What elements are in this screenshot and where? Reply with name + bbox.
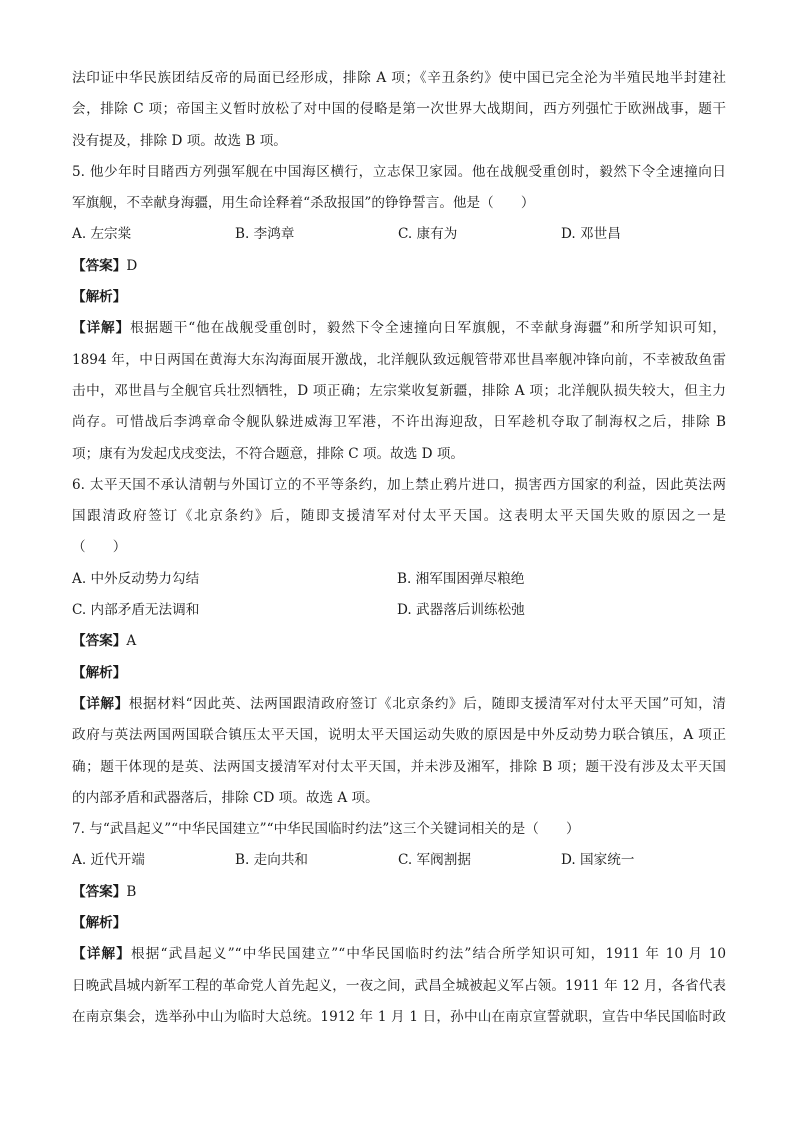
q5-answer <box>72 251 726 282</box>
intro-line-2: 会，排除 C 项；帝国主义暂时放松了对中国的侵略是第一次世界大战期间，西方列强忙于欧洲战事，题干 <box>72 101 726 118</box>
q5-option-a: A. 左宗棠 <box>72 226 132 243</box>
q5-option-b: B. 李鸿章 <box>235 226 295 243</box>
q7-answer-value: B <box>126 883 137 900</box>
q7-option-c: C. 军阀割据 <box>398 852 471 869</box>
q5-answer-tag: 【答案】 <box>72 257 127 274</box>
q6-detail-line-2: 政府与英法两国两国联合镇压太平天国，说明太平天国运动失败的原因是中外反动势力联合镇压，A 项正 <box>72 727 726 744</box>
q6-answer-tag: 【答案】 <box>72 633 127 650</box>
q7-options <box>72 845 726 876</box>
q6-options-row-2 <box>72 595 726 626</box>
q6-detail-line-3: 确；题干体现的是英、法两国支援清军对付太平天国，并未涉及湘军，排除 B 项；题干没有涉及太平天国 <box>72 758 726 775</box>
q6-option-b: B. 湘军围困弹尽粮绝 <box>397 570 525 587</box>
q7-detail-line-2: 日晚武昌城内新军工程的革命党人首先起义，一夜之间，武昌全城被起义军占领。1911 年 12 月，各省代表 <box>72 977 726 994</box>
q6-detail-line-1 <box>72 689 726 720</box>
q6-detail-tag: 【详解】 <box>72 695 129 712</box>
q6-detail-line-4: 的内部矛盾和武器落后，排除 CD 项。故选 A 项。 <box>72 789 379 806</box>
q7-option-a: A. 近代开端 <box>72 852 145 869</box>
q5-detail-text-1: 根据题干“他在战舰受重创时，毅然下令全速撞向日军旗舰，不幸献身海疆”和所学知识可知， <box>130 320 726 337</box>
q5-option-c: C. 康有为 <box>398 226 458 243</box>
q7-analysis-tag: 【解析】 <box>72 915 127 932</box>
q5-analysis-heading <box>72 282 726 313</box>
q5-analysis-tag: 【解析】 <box>72 289 127 306</box>
q6-answer-value: A <box>126 633 137 650</box>
q6-options-row-1 <box>72 564 726 595</box>
q6-option-c: C. 内部矛盾无法调和 <box>72 602 200 619</box>
q5-detail-line-2: 1894 年，中日两国在黄海大东沟海面展开激战，北洋舰队致远舰管带邓世昌率舰冲锋向前，不幸被敌鱼雷 <box>72 351 726 368</box>
q5-stem-line-1: 5. 他少年时目睹西方列强军舰在中国海区横行，立志保卫家园。他在战舰受重创时，毅然下令全速撞向日 <box>72 163 726 180</box>
q6-analysis-heading <box>72 658 726 689</box>
q5-detail-line-5: 项；康有为发起戊戌变法，不符合题意，排除 C 项。故选 D 项。 <box>72 445 465 462</box>
q7-detail-tag: 【详解】 <box>72 946 132 963</box>
q7-answer-tag: 【答案】 <box>72 883 127 900</box>
intro-line-3: 没有提及，排除 D 项。故选 B 项。 <box>72 132 287 149</box>
q6-option-d: D. 武器落后训练松弛 <box>397 602 525 619</box>
q7-stem-line-1: 7. 与“武昌起义”“中华民国建立”“中华民国临时约法”这三个关键词相关的是（ ） <box>72 821 580 838</box>
q6-analysis-tag: 【解析】 <box>72 664 127 681</box>
q5-answer-value: D <box>126 257 138 274</box>
q7-detail-text-1: 根据“武昌起义”“中华民国建立”“中华民国临时约法”结合所学知识可知，1911 年 10 月 10 <box>131 946 726 963</box>
q6-answer <box>72 626 726 657</box>
q6-option-a: A. 中外反动势力勾结 <box>72 570 200 587</box>
q7-option-d: D. 国家统一 <box>561 852 635 869</box>
q6-stem-line-2: 国跟清政府签订《北京条约》后，随即支援清军对付太平天国。这表明太平天国失败的原因之一是 <box>72 508 726 525</box>
q5-options <box>72 219 726 250</box>
intro-line-1: 法印证中华民族团结反帝的局面已经形成，排除 A 项；《辛丑条约》使中国已完全沦为半殖民地半封建社 <box>72 70 726 86</box>
q5-option-d: D. 邓世昌 <box>561 226 621 243</box>
q7-answer <box>72 877 726 908</box>
q5-detail-line-4: 尚存。可惜战后李鸿章命令舰队躲进威海卫军港，不许出海迎敌，日军趁机夺取了制海权之后，排除 B <box>72 414 726 431</box>
document-page <box>72 63 726 1033</box>
q6-stem-line-1: 6. 太平天国不承认清朝与外国订立的不平等条约，加上禁止鸦片进口，损害西方国家的利益，因此英法两 <box>72 476 726 493</box>
q6-stem-line-3: （ ） <box>72 539 127 556</box>
q7-analysis-heading <box>72 908 726 939</box>
q7-option-b: B. 走向共和 <box>235 852 309 869</box>
q6-detail-text-1: 根据材料“因此英、法两国跟清政府签订《北京条约》后，随即支援清军对付太平天国”可知，清 <box>128 695 726 712</box>
q7-detail-line-3: 在南京集会，选举孙中山为临时大总统。1912 年 1 月 1 日，孙中山在南京宣誓就职，宣告中华民国临时政 <box>72 1008 726 1025</box>
q5-stem-line-2: 军旗舰，不幸献身海疆，用生命诠释着“杀敌报国”的铮铮誓言。他是（ ） <box>72 195 535 212</box>
q7-detail-line-1 <box>72 939 726 970</box>
q5-detail-tag: 【详解】 <box>72 320 131 337</box>
q5-detail-line-3: 击中，邓世昌与全舰官兵壮烈牺牲，D 项正确；左宗棠收复新疆，排除 A 项；北洋舰队损失较大，但主力 <box>72 382 726 399</box>
q5-detail-line-1 <box>72 313 726 344</box>
